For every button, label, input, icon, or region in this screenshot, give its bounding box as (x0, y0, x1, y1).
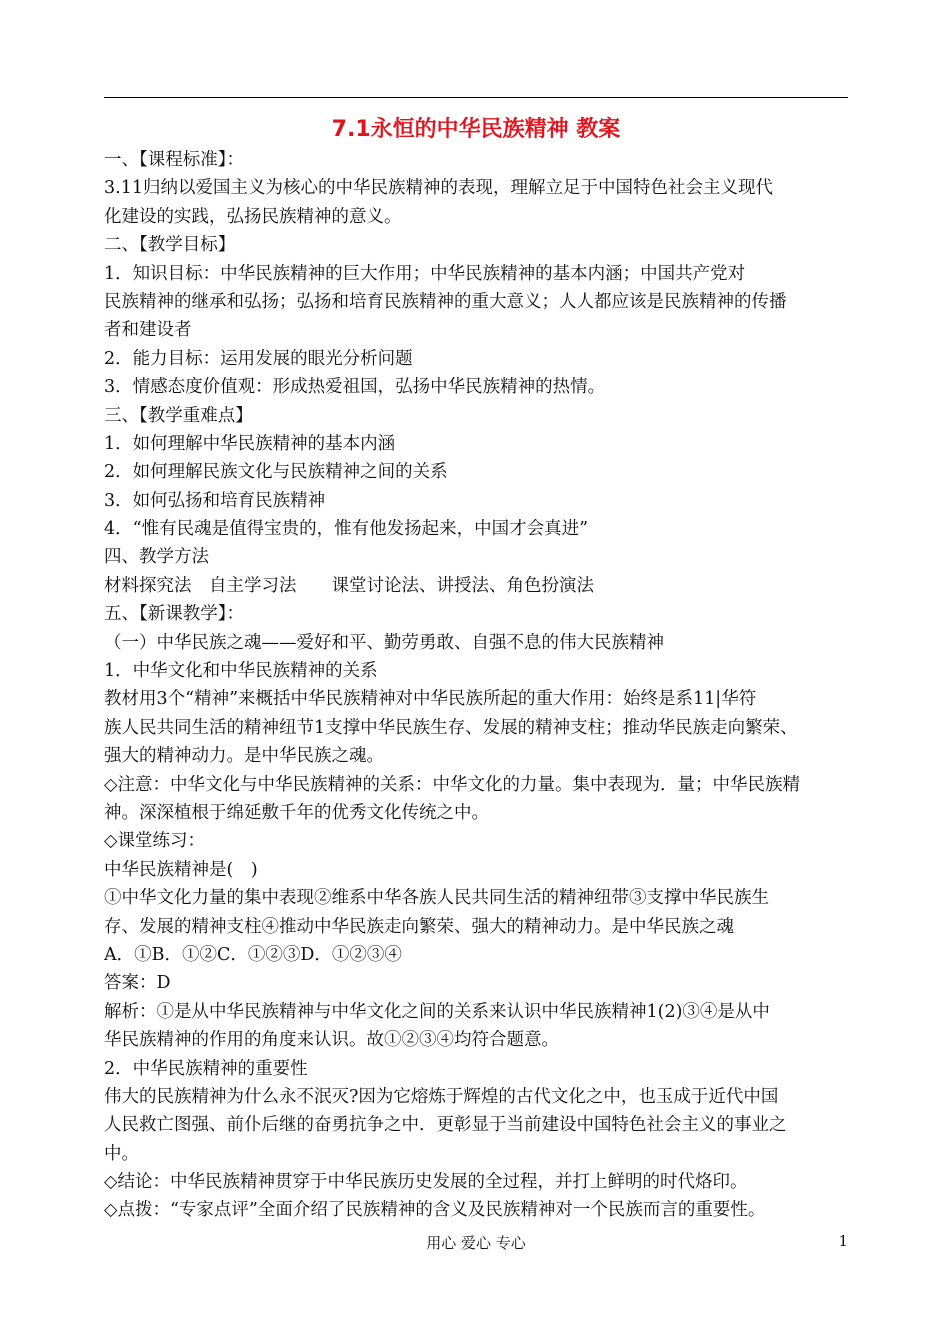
page-number: 1 (838, 1232, 848, 1250)
body-line: 伟大的民族精神为什么永不泯灭?因为它熔炼于辉煌的古代文化之中，也玉成于近代中国 (104, 1086, 779, 1107)
body-line: 华民族精神的作用的角度来认识。故①②③④均符合题意。 (104, 1030, 559, 1051)
body-line: （一）中华民族之魂——爱好和平、勤劳勇敢、自强不息的伟大民族精神 (104, 632, 664, 653)
body-line: ①中华文化力量的集中表现②维系中华各族人民共同生活的精神纽带③支撑中华民族生 (104, 888, 769, 909)
footer-text: 用心 爱心 专心 (426, 1234, 526, 1252)
body-line: 强大的精神动力。是中华民族之魂。 (104, 746, 384, 767)
body-line: ◇结论：中华民族精神贯穿于中华民族历史发展的全过程，并打上鲜明的时代烙印。 (104, 1172, 748, 1193)
document-body (104, 146, 848, 1225)
body-line: 2．中华民族精神的重要性 (104, 1058, 308, 1079)
body-line: 三、【教学重难点】 (104, 405, 253, 426)
body-line: 答案：D (104, 973, 171, 994)
header-rule (104, 97, 848, 98)
body-line: 2．如何理解民族文化与民族精神之间的关系 (104, 462, 448, 483)
body-line: 1．中华文化和中华民族精神的关系 (104, 661, 378, 682)
document-title: 7.1永恒的中华民族精神 教案 (331, 117, 621, 142)
body-line: 2．能力目标：运用发展的眼光分析问题 (104, 348, 413, 369)
body-line: 神。深深植根于绵延敷千年的优秀文化传统之中。 (104, 802, 489, 823)
body-line: ◇点拨：“专家点评”全面介绍了民族精神的含义及民族精神对一个民族而言的重要性。 (104, 1200, 766, 1221)
body-line: 四、教学方法 (104, 547, 209, 568)
body-line: 二、【教学目标】 (104, 235, 236, 256)
body-line: 教材用3个“精神”来概括中华民族精神对中华民族所起的重大作用：始终是系11|华符 (104, 689, 757, 710)
body-line: ◇课堂练习： (104, 831, 205, 852)
body-line: 者和建设者 (104, 320, 192, 341)
body-line: ◇注意：中华文化与中华民族精神的关系：中华文化的力量。集中表现为．量；中华民族精 (104, 774, 800, 795)
body-line: 中。 (104, 1143, 139, 1164)
body-line: 3.11归纳以爱国主义为核心的中华民族精神的表现，理解立足于中国特色社会主义现代 (104, 178, 773, 199)
body-line: 族人民共同生活的精神纽节1支撑中华民族生存、发展的精神支柱；推动华民族走向繁荣、 (104, 717, 798, 738)
body-line: 3．情感态度价值观：形成热爱祖国，弘扬中华民族精神的热情。 (104, 377, 606, 398)
body-line: 化建设的实践，弘扬民族精神的意义。 (104, 206, 402, 227)
body-line: 一、【课程标准】： (104, 150, 244, 170)
body-line: 3．如何弘扬和培育民族精神 (104, 490, 326, 511)
body-line: 存、发展的精神支柱④推动中华民族走向繁荣、强大的精神动力。是中华民族之魂 (104, 916, 734, 937)
body-line: 中华民族精神是( ) (104, 859, 258, 880)
body-line: 人民救亡图强、前仆后继的奋勇抗争之中．更彰显于当前建设中国特色社会主义的事业之 (104, 1115, 787, 1136)
body-line: 1．如何理解中华民族精神的基本内涵 (104, 433, 396, 454)
body-line: 材料探究法 自主学习法 课堂讨论法、讲授法、角色扮演法 (104, 575, 594, 596)
body-line: A．①B．①②C．①②③D．①②③④ (104, 944, 402, 965)
body-line: 4．“惟有民魂是值得宝贵的，惟有他发扬起来，中国才会真进” (104, 519, 589, 540)
body-line: 解析：①是从中华民族精神与中华文化之间的关系来认识中华民族精神1(2)③④是从中 (104, 1001, 770, 1022)
body-line: 民族精神的继承和弘扬；弘扬和培育民族精神的重大意义；人人都应该是民族精神的传播 (104, 291, 787, 312)
body-line: 1．知识目标：中华民族精神的巨大作用；中华民族精神的基本内涵；中国共产党对 (104, 263, 746, 284)
body-line: 五、【新课教学】： (104, 604, 244, 625)
